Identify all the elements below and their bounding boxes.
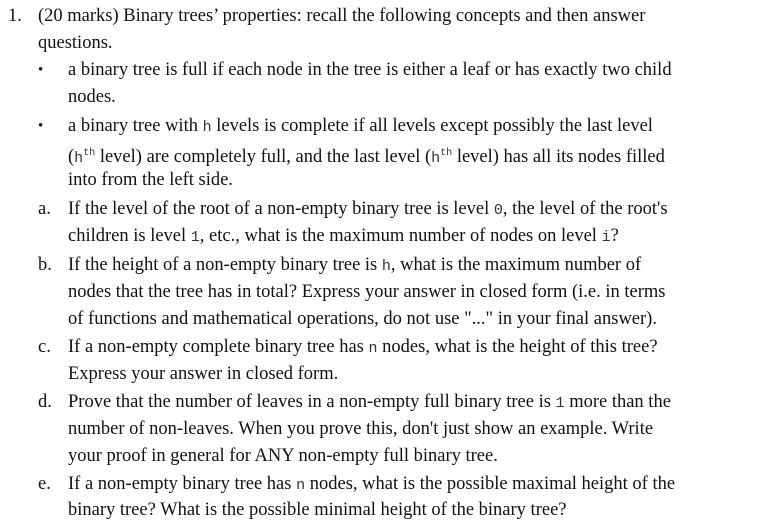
math-h: h bbox=[202, 119, 212, 136]
part-b-line1: If the height of a non-empty binary tree is h, what is the maximum number of bbox=[68, 255, 642, 275]
part-d-label: d. bbox=[38, 392, 52, 412]
part-c-label: c. bbox=[38, 337, 51, 357]
part-d-line3: your proof in general for ANY non-empty full binary tree. bbox=[68, 446, 498, 466]
part-a-label: a. bbox=[38, 199, 51, 219]
part-b-line3: of functions and mathematical operations, do not use "..." in your final answer). bbox=[68, 309, 657, 329]
part-e-line2: binary tree? What is the possible minimal height of the binary tree? bbox=[68, 500, 567, 520]
question-intro-line1: (20 marks) Binary trees’ properties: recall the following concepts and then answer bbox=[38, 6, 646, 26]
superscript-th: th bbox=[83, 148, 96, 159]
math-h: h bbox=[431, 150, 441, 167]
part-a-line1: If the level of the root of a non-empty binary tree is level 0, the level of the root's bbox=[68, 199, 668, 219]
bullet-complete-line2: ($h^{th}$ level) are completely full, and the last level ($h^{th}$ level) has all its nodes filled bbox=[68, 147, 665, 167]
bullet-complete-line3: into from the left side. bbox=[68, 170, 233, 190]
part-a-line2: children is level 1, etc., what is the maximum number of nodes on level i? bbox=[68, 226, 619, 246]
question-number: 1. bbox=[8, 6, 22, 26]
bullet-full-line2: nodes. bbox=[68, 87, 116, 107]
superscript-th: th bbox=[440, 148, 453, 159]
bullet-complete-line1: a binary tree with h levels is complete if all levels except possibly the last level bbox=[68, 116, 653, 136]
part-b-line2: nodes that the tree has in total? Express your answer in closed form (i.e. in terms bbox=[68, 282, 666, 302]
bullet-full-line1: a binary tree is full if each node in the tree is either a leaf or has exactly two child bbox=[68, 60, 672, 80]
part-b-label: b. bbox=[38, 255, 52, 275]
part-c-line1: If a non-empty complete binary tree has n nodes, what is the height of this tree? bbox=[68, 337, 658, 357]
bullet-icon: • bbox=[38, 118, 44, 134]
part-d-line1: Prove that the number of leaves in a non-empty full binary tree is 1 more than the bbox=[68, 392, 671, 412]
part-c-line2: Express your answer in closed form. bbox=[68, 364, 339, 384]
part-e-label: e. bbox=[38, 474, 51, 494]
part-d-line2: number of non-leaves. When you prove this, don't just show an example. Write bbox=[68, 419, 654, 439]
part-e-line1: If a non-empty binary tree has n nodes, what is the possible maximal height of the bbox=[68, 474, 676, 494]
math-h: h bbox=[74, 150, 84, 167]
question-intro-line2: questions. bbox=[38, 33, 113, 53]
bullet-icon: • bbox=[38, 62, 44, 78]
